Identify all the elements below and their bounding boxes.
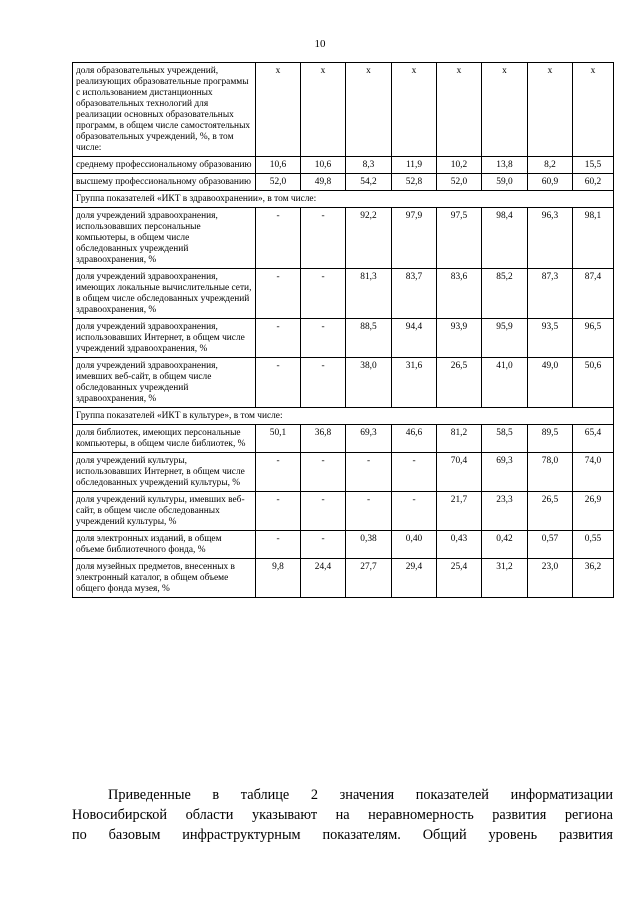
indicator-value: 25,4 xyxy=(437,559,482,598)
indicator-label: доля учреждений здравоохранения, имевших веб-сайт, в общем числе обследованных учреждений здравоохранения, % xyxy=(73,358,256,408)
indicator-value: - xyxy=(301,492,346,531)
indicator-value: - xyxy=(301,358,346,408)
indicator-value: 65,4 xyxy=(573,425,614,453)
indicator-value: - xyxy=(346,453,392,492)
indicator-value: 10,6 xyxy=(256,157,301,174)
indicator-value: 23,0 xyxy=(528,559,573,598)
indicator-value: - xyxy=(256,492,301,531)
indicator-label: доля электронных изданий, в общем объеме библиотечного фонда, % xyxy=(73,531,256,559)
indicator-value: - xyxy=(256,319,301,358)
table-row xyxy=(73,63,614,157)
indicator-value: - xyxy=(392,492,437,531)
table-row xyxy=(73,358,614,408)
indicator-value: 0,40 xyxy=(392,531,437,559)
table-group-row xyxy=(73,191,614,208)
indicator-value: 89,5 xyxy=(528,425,573,453)
indicator-value: 98,4 xyxy=(482,208,528,269)
indicator-label: доля учреждений здравоохранения, использовавших Интернет, в общем числе учреждений здравоохранения, % xyxy=(73,319,256,358)
indicator-value: 83,7 xyxy=(392,269,437,319)
indicator-value: х xyxy=(437,63,482,157)
indicator-value: 92,2 xyxy=(346,208,392,269)
indicator-value: 69,3 xyxy=(346,425,392,453)
indicator-value: 60,2 xyxy=(573,174,614,191)
indicator-value: 50,6 xyxy=(573,358,614,408)
paragraph-line-2: Новосибирской области указывают на неравномерность развития региона xyxy=(72,807,613,823)
indicator-value: х xyxy=(301,63,346,157)
indicator-value: 0,57 xyxy=(528,531,573,559)
table-row xyxy=(73,319,614,358)
indicator-value: 94,4 xyxy=(392,319,437,358)
indicator-value: 93,9 xyxy=(437,319,482,358)
table-row xyxy=(73,425,614,453)
paragraph-line-1: Приведенные в таблице 2 значения показателей информатизации xyxy=(108,787,613,803)
indicators-table xyxy=(72,62,614,598)
indicator-value: 26,5 xyxy=(437,358,482,408)
indicator-value: 83,6 xyxy=(437,269,482,319)
indicator-label: доля учреждений культуры, использовавших Интернет, в общем числе обследованных учреждений культуры, % xyxy=(73,453,256,492)
indicator-value: 8,3 xyxy=(346,157,392,174)
group-heading: Группа показателей «ИКТ в культуре», в том числе: xyxy=(73,408,614,425)
indicator-value: 36,2 xyxy=(573,559,614,598)
indicator-value: 87,3 xyxy=(528,269,573,319)
indicator-value: 81,2 xyxy=(437,425,482,453)
indicator-value: 88,5 xyxy=(346,319,392,358)
indicator-value: - xyxy=(256,269,301,319)
indicator-label: доля учреждений здравоохранения, имеющих локальные вычислительные сети, в общем числе обследованных учреждений здравоохранения, % xyxy=(73,269,256,319)
indicator-value: 49,8 xyxy=(301,174,346,191)
indicator-value: - xyxy=(301,208,346,269)
indicator-value: 97,9 xyxy=(392,208,437,269)
indicator-value: 24,4 xyxy=(301,559,346,598)
indicator-label: доля музейных предметов, внесенных в электронный каталог, в общем объеме общего фонда музея, % xyxy=(73,559,256,598)
indicator-value: - xyxy=(256,208,301,269)
indicator-value: 15,5 xyxy=(573,157,614,174)
indicator-value: 81,3 xyxy=(346,269,392,319)
indicator-value: 0,55 xyxy=(573,531,614,559)
indicator-value: х xyxy=(392,63,437,157)
indicator-value: 52,0 xyxy=(437,174,482,191)
indicator-value: 58,5 xyxy=(482,425,528,453)
indicator-value: х xyxy=(528,63,573,157)
indicator-value: 10,2 xyxy=(437,157,482,174)
table-row xyxy=(73,492,614,531)
table-body xyxy=(73,63,614,598)
indicator-value: 54,2 xyxy=(346,174,392,191)
table-row xyxy=(73,208,614,269)
indicator-value: 0,38 xyxy=(346,531,392,559)
indicator-value: - xyxy=(301,453,346,492)
indicator-value: 97,5 xyxy=(437,208,482,269)
indicator-value: 21,7 xyxy=(437,492,482,531)
indicator-label: доля учреждений культуры, имевших веб-сайт, в общем числе обследованных учреждений культуры, % xyxy=(73,492,256,531)
indicator-value: 38,0 xyxy=(346,358,392,408)
table-row xyxy=(73,174,614,191)
indicator-value: 60,9 xyxy=(528,174,573,191)
indicator-value: х xyxy=(573,63,614,157)
indicator-value: - xyxy=(301,531,346,559)
indicator-value: 98,1 xyxy=(573,208,614,269)
indicator-value: 52,8 xyxy=(392,174,437,191)
indicator-value: 78,0 xyxy=(528,453,573,492)
indicator-label: среднему профессиональному образованию xyxy=(73,157,256,174)
indicator-value: 93,5 xyxy=(528,319,573,358)
group-heading: Группа показателей «ИКТ в здравоохранении», в том числе: xyxy=(73,191,614,208)
indicator-value: 87,4 xyxy=(573,269,614,319)
indicator-value: 10,6 xyxy=(301,157,346,174)
page-number: 10 xyxy=(314,38,326,50)
indicator-value: 0,42 xyxy=(482,531,528,559)
indicator-value: 0,43 xyxy=(437,531,482,559)
table-row xyxy=(73,269,614,319)
indicator-value: 96,3 xyxy=(528,208,573,269)
indicator-value: 41,0 xyxy=(482,358,528,408)
indicator-value: 29,4 xyxy=(392,559,437,598)
indicator-value: 95,9 xyxy=(482,319,528,358)
indicator-value: - xyxy=(392,453,437,492)
indicator-value: 9,8 xyxy=(256,559,301,598)
indicator-value: 11,9 xyxy=(392,157,437,174)
indicator-value: 69,3 xyxy=(482,453,528,492)
indicator-value: х xyxy=(256,63,301,157)
indicator-value: - xyxy=(256,453,301,492)
table-row xyxy=(73,559,614,598)
table-group-row xyxy=(73,408,614,425)
indicator-value: 49,0 xyxy=(528,358,573,408)
indicator-value: 52,0 xyxy=(256,174,301,191)
indicator-value: х xyxy=(346,63,392,157)
table-row xyxy=(73,531,614,559)
indicator-label: доля учреждений здравоохранения, использовавших персональные компьютеры, в общем числе обследованных учреждений здравоохранения, % xyxy=(73,208,256,269)
indicator-value: 59,0 xyxy=(482,174,528,191)
indicator-value: 8,2 xyxy=(528,157,573,174)
indicator-value: - xyxy=(301,269,346,319)
indicator-value: 74,0 xyxy=(573,453,614,492)
indicator-value: 46,6 xyxy=(392,425,437,453)
indicator-value: 50,1 xyxy=(256,425,301,453)
indicator-label: доля образовательных учреждений, реализующих образовательные программы с использованием дистанционных образовательных технологий для реализации основных образовательных программ, в общем числе самостоятельных образовательных учреждений, %, в том числе: xyxy=(73,63,256,157)
indicator-value: - xyxy=(256,531,301,559)
table-row xyxy=(73,453,614,492)
indicator-label: высшему профессиональному образованию xyxy=(73,174,256,191)
indicator-value: 96,5 xyxy=(573,319,614,358)
table-row xyxy=(73,157,614,174)
indicator-value: х xyxy=(482,63,528,157)
indicator-value: 31,6 xyxy=(392,358,437,408)
indicator-value: - xyxy=(301,319,346,358)
paragraph-line-3: по базовым инфраструктурным показателям. Общий уровень развития xyxy=(72,827,613,843)
indicator-value: 70,4 xyxy=(437,453,482,492)
indicator-value: 23,3 xyxy=(482,492,528,531)
indicator-value: 36,8 xyxy=(301,425,346,453)
indicator-value: - xyxy=(256,358,301,408)
indicator-value: 31,2 xyxy=(482,559,528,598)
indicator-value: 13,8 xyxy=(482,157,528,174)
indicator-value: 26,5 xyxy=(528,492,573,531)
indicator-value: 85,2 xyxy=(482,269,528,319)
indicator-value: 27,7 xyxy=(346,559,392,598)
indicator-label: доля библиотек, имеющих персональные компьютеры, в общем числе библиотек, % xyxy=(73,425,256,453)
indicator-value: - xyxy=(346,492,392,531)
indicator-value: 26,9 xyxy=(573,492,614,531)
